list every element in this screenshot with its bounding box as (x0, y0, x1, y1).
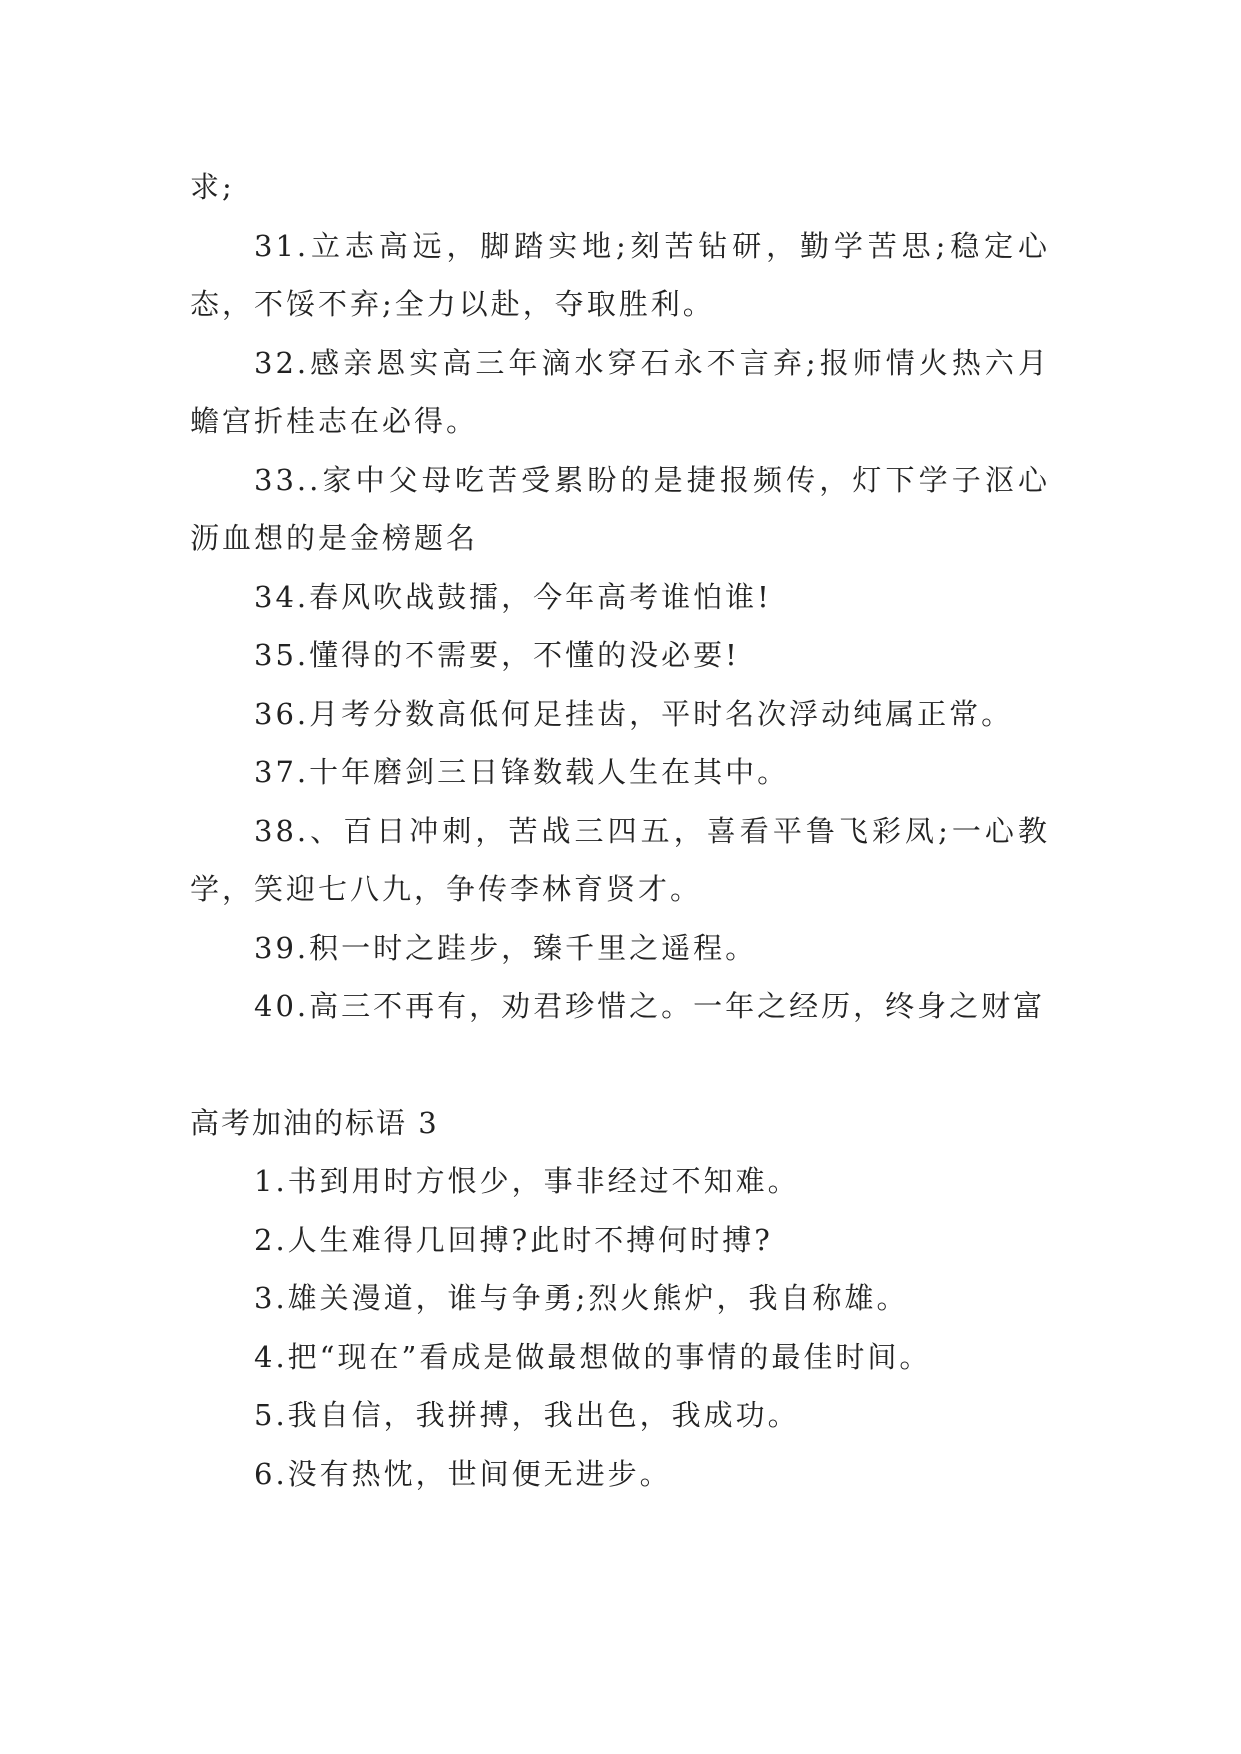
slogan-item-35: 35.懂得的不需要，不懂的没必要! (254, 638, 740, 672)
slogan-item-3: 3.雄关漫道，谁与争勇;烈火熊炉，我自称雄。 (254, 1281, 909, 1315)
slogan-item-34: 34.春风吹战鼓擂，今年高考谁怕谁! (254, 579, 772, 614)
slogan-item-1: 1.书到用时方恨少，事非经过不知难。 (254, 1164, 800, 1198)
slogan-item-6: 6.没有热忱，世间便无进步。 (254, 1456, 672, 1491)
section-spacer (190, 1036, 1050, 1094)
slogan-item-40: 40.高三不再有，劝君珍惜之。一年之经历，终身之财富 (254, 989, 1046, 1023)
slogan-item-39: 39.积一时之跬步，臻千里之遥程。 (254, 930, 758, 965)
slogan-item-33: 33..家中父母吃苦受累盼的是捷报频传，灯下学子沤心沥血想的是金榜题名 (190, 462, 1050, 555)
slogan-item-4: 4.把“现在”看成是做最想做的事情的最佳时间。 (254, 1339, 932, 1374)
slogan-item-36: 36.月考分数高低何足挂齿，平时名次浮动纯属正常。 (254, 696, 1014, 731)
slogan-item-5: 5.我自信，我拼搏，我出色，我成功。 (254, 1398, 800, 1432)
section-heading: 高考加油的标语 3 (190, 1105, 439, 1140)
slogan-item-37: 37.十年磨剑三日锋数载人生在其中。 (254, 755, 790, 789)
slogan-item-2: 2.人生难得几回搏?此时不搏何时搏? (254, 1222, 773, 1257)
slogan-item-38: 38.、百日冲刺，苦战三四五，喜看平鲁飞彩凤;一心教学，笑迎七八九，争传李林育贤才。 (190, 813, 1050, 906)
slogan-item-32: 32.感亲恩实高三年滴水穿石永不言弃;报师情火热六月蟾宫折桂志在必得。 (190, 345, 1050, 438)
document-body (190, 158, 1050, 1503)
slogan-item-31: 31.立志高远，脚踏实地;刻苦钻研，勤学苦思;稳定心态，不馁不弃;全力以赴，夺取胜利。 (190, 228, 1050, 321)
continued-fragment: 求; (190, 170, 235, 204)
